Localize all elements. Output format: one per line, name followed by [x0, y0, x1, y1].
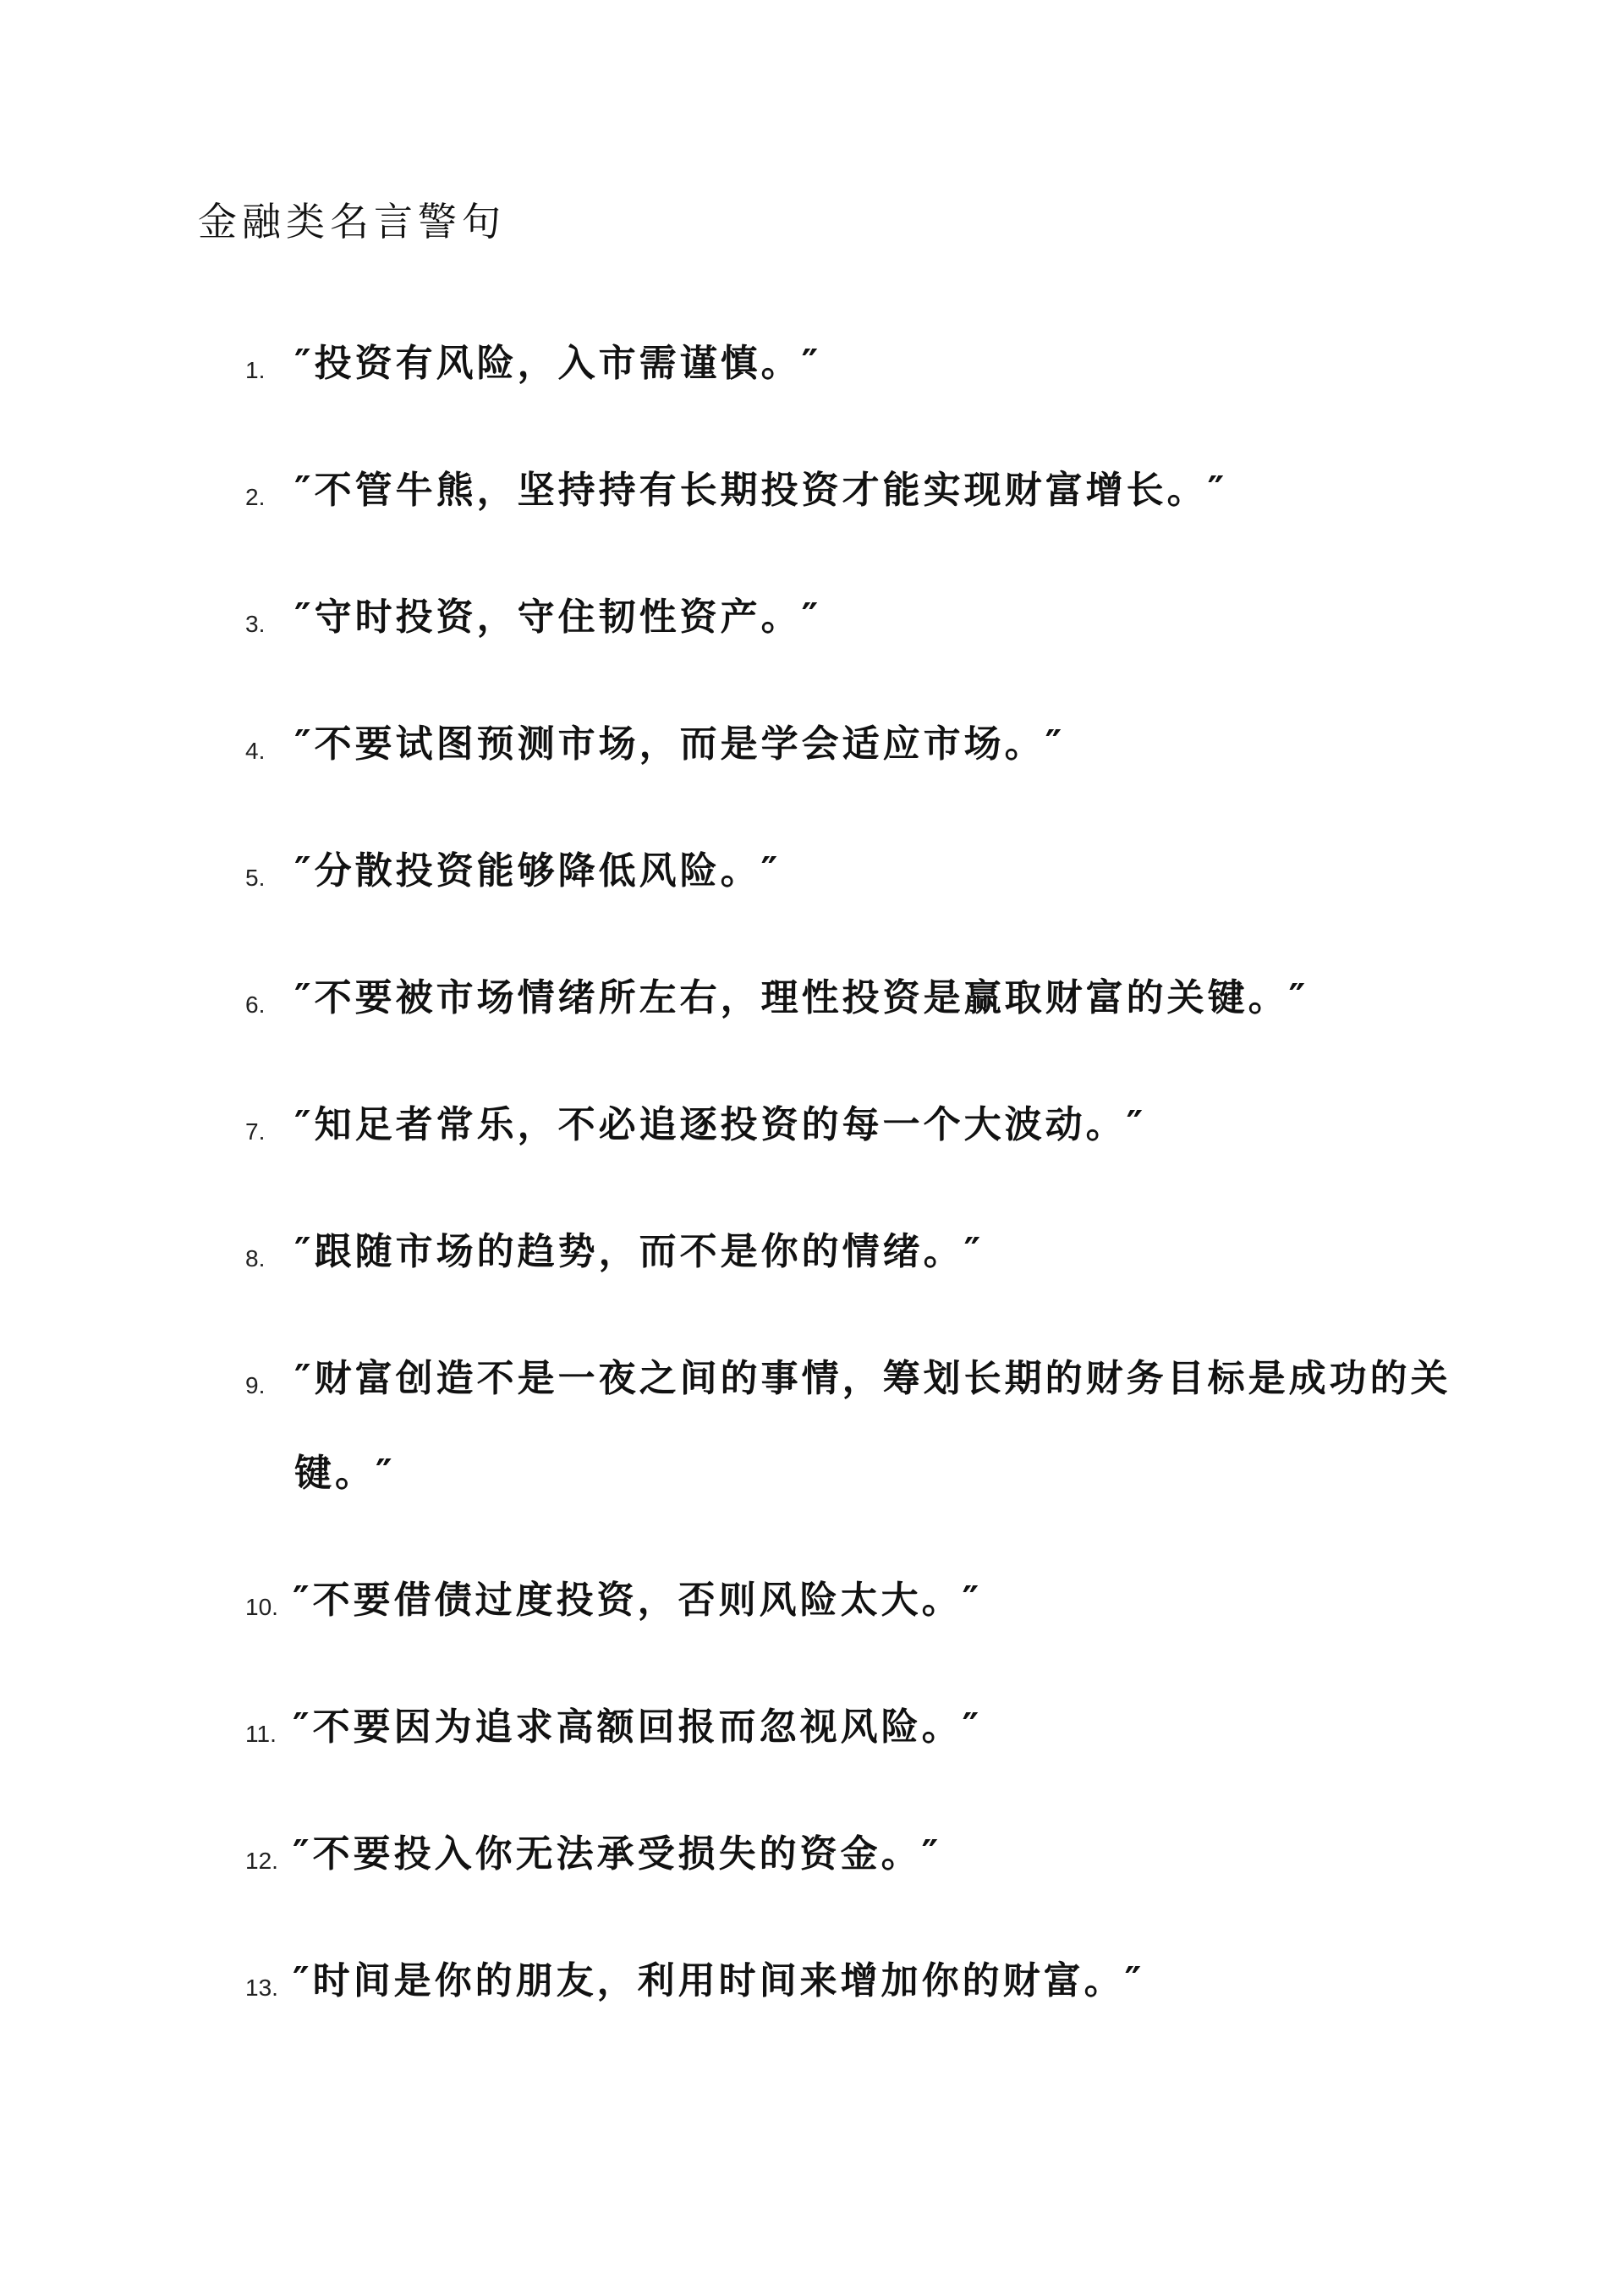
list-item-number: 2. — [245, 484, 266, 510]
list-item-number: 11. — [245, 1721, 277, 1747]
list-item-text: ″投资有风险，入市需谨慎。″ — [294, 342, 822, 385]
list-item-number: 6. — [245, 991, 266, 1018]
list-item-number: 9. — [245, 1372, 266, 1398]
list-item-number: 7. — [245, 1118, 266, 1145]
list-item-number: 8. — [245, 1245, 266, 1272]
list-item-text: ″不要因为追求高额回报而忽视风险。″ — [293, 1706, 983, 1749]
list-item-text: ″财富创造不是一夜之间的事情，筹划长期的财务目标是成功的关键。″ — [294, 1357, 1451, 1495]
list-item-text: ″不要借债过度投资，否则风险太大。″ — [293, 1579, 983, 1622]
list-item-number: 12. — [245, 1848, 278, 1874]
list-item-text: ″知足者常乐，不必追逐投资的每一个大波动。″ — [294, 1103, 1147, 1146]
list-item-text: ″时间是你的朋友，利用时间来增加你的财富。″ — [293, 1959, 1145, 2002]
document-title: 金融类名言警句 — [198, 199, 506, 244]
list-item-text: ″不要试图预测市场，而是学会适应市场。″ — [294, 722, 1066, 766]
list-item-number: 5. — [245, 865, 266, 891]
list-item-text: ″跟随市场的趋势，而不是你的情绪。″ — [294, 1230, 985, 1273]
list-item-number: 3. — [245, 611, 266, 637]
list-item-text: ″不要被市场情绪所左右，理性投资是赢取财富的关键。″ — [294, 976, 1309, 1019]
list-item-text: ″分散投资能够降低风险。″ — [294, 849, 782, 893]
list-item-number: 1. — [245, 357, 266, 383]
list-item-number: 10. — [245, 1594, 278, 1620]
list-item-number: 4. — [245, 738, 266, 764]
list-item-number: 13. — [245, 1975, 278, 2001]
list-item-text: ″守时投资，守住韧性资产。″ — [294, 596, 822, 639]
list-item-text: ″不管牛熊，坚持持有长期投资才能实现财富增长。″ — [294, 469, 1228, 512]
list-item-text: ″不要投入你无法承受损失的资金。″ — [293, 1832, 942, 1876]
